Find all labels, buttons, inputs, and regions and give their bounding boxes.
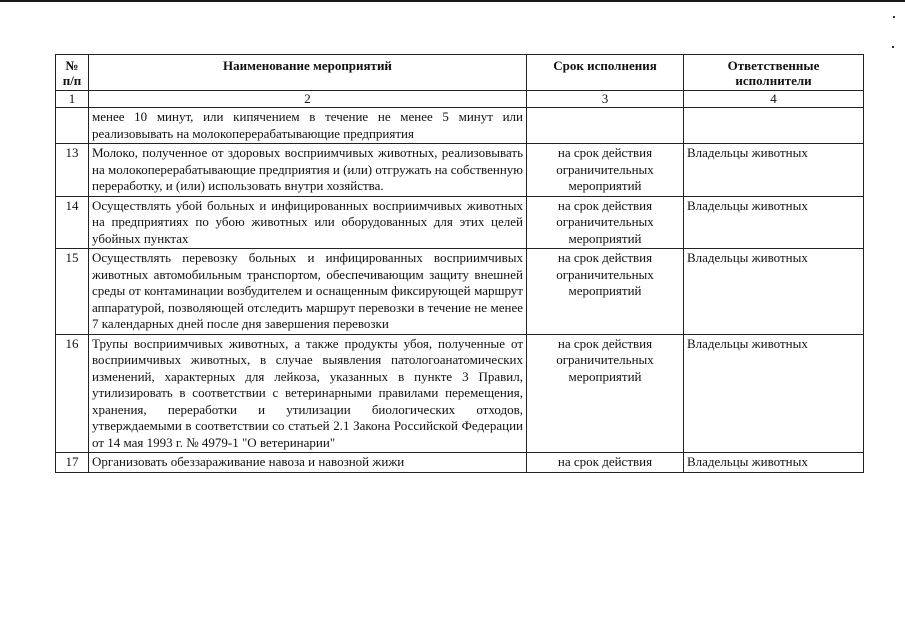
term-text: на срок действия ограничительных мероприятий	[527, 334, 684, 453]
responsible-text: Владельцы животных	[684, 144, 864, 197]
table-row	[56, 144, 864, 197]
measure-text: Трупы восприимчивых животных, а также продукты убоя, полученные от восприимчивых животных, в случае выявления патологоанатомических изменений, характерных для лейкоза, указанных в пункте 3 Правил, утилизировать в соответствии с ветеринарными правилами перемещения, хранения, переработки и утилизации биологических отходов, утверждаемыми в соответствии со статьей 2.1 Закона Российской Федерации от 14 мая 1993 г. № 4979-1 "О ветеринарии"	[89, 334, 527, 453]
table-row	[56, 453, 864, 473]
row-number	[56, 108, 89, 144]
row-number: 14	[56, 196, 89, 249]
responsible-text	[684, 108, 864, 144]
responsible-text: Владельцы животных	[684, 453, 864, 473]
responsible-text: Владельцы животных	[684, 334, 864, 453]
measure-text: Молоко, полученное от здоровых восприимчивых животных, реализовывать на молокоперерабатывающие предприятия и (или) отгружать на собственную переработку, и (или) использовать внутри хозяйства.	[89, 144, 527, 197]
table-row	[56, 196, 864, 249]
table-row	[56, 249, 864, 335]
header-name: Наименование мероприятий	[89, 55, 527, 91]
measure-text: Осуществлять перевозку больных и инфицированных восприимчивых животных автомобильным транспортом, обеспечивающим защиту внешней среды от контаминации возбудителем и оснащенным фиксирующей маршрут аппаратурой, позволяющей отследить маршрут перевозки в течение не менее 7 календарных дней после дня завершения перевозки	[89, 249, 527, 335]
term-text	[527, 108, 684, 144]
measure-text: менее 10 минут, или кипячением в течение не менее 5 минут или реализовывать на молокоперерабатывающие предприятия	[89, 108, 527, 144]
responsible-text: Владельцы животных	[684, 249, 864, 335]
column-number: 3	[527, 91, 684, 108]
table-row	[56, 334, 864, 453]
column-number: 4	[684, 91, 864, 108]
measure-text: Организовать обеззараживание навоза и навозной жижи	[89, 453, 527, 473]
row-number: 13	[56, 144, 89, 197]
row-number: 16	[56, 334, 89, 453]
term-text: на срок действия ограничительных мероприятий	[527, 196, 684, 249]
header-term: Срок исполнения	[527, 55, 684, 91]
term-text: на срок действия ограничительных мероприятий	[527, 249, 684, 335]
term-text: на срок действия ограничительных мероприятий	[527, 144, 684, 197]
row-number: 15	[56, 249, 89, 335]
term-text: на срок действия	[527, 453, 684, 473]
column-number-row	[56, 91, 864, 108]
top-border-line	[0, 0, 905, 2]
header-resp: Ответственные исполнители	[684, 55, 864, 91]
header-row	[56, 55, 864, 91]
measures-table	[55, 54, 864, 473]
responsible-text: Владельцы животных	[684, 196, 864, 249]
table-row	[56, 108, 864, 144]
header-num: № п/п	[56, 55, 89, 91]
row-number: 17	[56, 453, 89, 473]
column-number: 2	[89, 91, 527, 108]
column-number: 1	[56, 91, 89, 108]
measure-text: Осуществлять убой больных и инфицированных восприимчивых животных на предприятиях по убою животных или оборудованных для этих целей убойных пунктах	[89, 196, 527, 249]
